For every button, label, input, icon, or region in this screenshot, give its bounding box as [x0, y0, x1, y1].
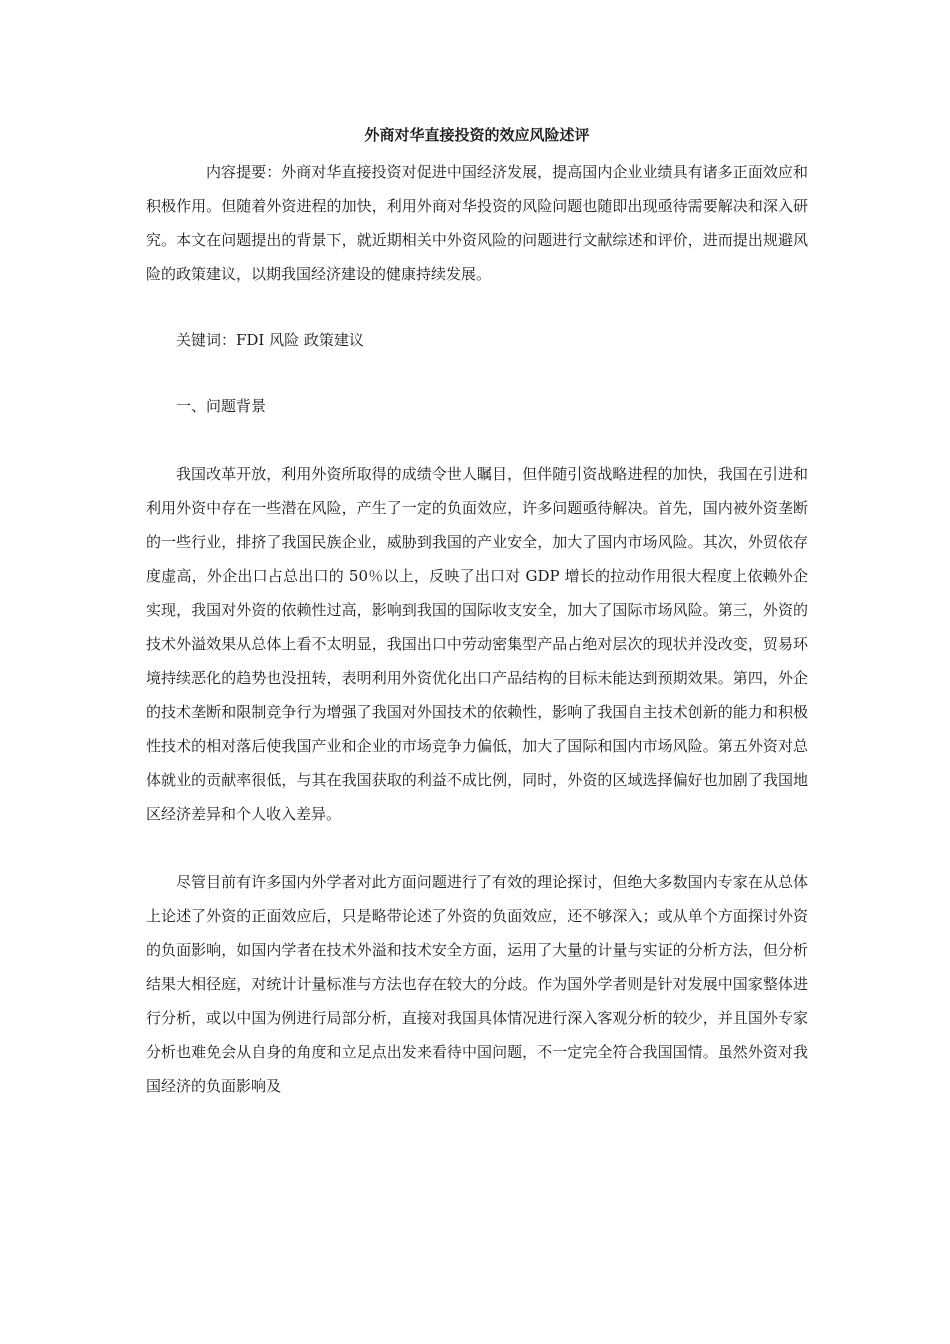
- document-page: [146, 124, 808, 1103]
- body-paragraph-2: 尽管目前有许多国内外学者对此方面问题进行了有效的理论探讨，但绝大多数国内专家在从总体上论述了外资的正面效应后，只是略带论述了外资的负面效应，还不够深入；或从单个方面探讨外资的负面影响，如国内学者在技术外溢和技术安全方面，运用了大量的计量与实证的分析方法，但分析结果大相径庭，对统计计量标准与方法也存在较大的分歧。作为国外学者则是针对发展中国家整体进行分析，或以中国为例进行局部分析，直接对我国具体情况进行深入客观分析的较少，并且国外专家分析也难免会从自身的角度和立足点出发来看待中国问题，不一定完全符合我国国情。虽然外资对我国经济的负面影响及: [146, 873, 808, 1095]
- document-title: 外商对华直接投资的效应风险述评: [364, 126, 590, 144]
- abstract-paragraph: 内容提要：外商对华直接投资对促进中国经济发展，提高国内企业业绩具有诸多正面效应和积极作用。但随着外资进程的加快，利用外商对华投资的风险问题也随即出现亟待需要解决和深入研究。本文在问题提出的背景下，就近期相关中外资风险的问题进行文献综述和评价，进而提出规避风险的政策建议，以期我国经济建设的健康持续发展。: [146, 163, 808, 283]
- keywords-line: 关键词：FDI 风险 政策建议: [176, 331, 364, 349]
- body-paragraph-1: 我国改革开放，利用外资所取得的成绩令世人瞩目，但伴随引资战略进程的加快，我国在引进和利用外资中存在一些潜在风险，产生了一定的负面效应，许多问题亟待解决。首先，国内被外资垄断的一些行业，排挤了我国民族企业，威胁到我国的产业安全，加大了国内市场风险。其次，外贸依存度虚高，外企出口占总出口的 50％以上，反映了出口对 GDP 增长的拉动作用很大程度上依赖外企实现，我国对外资的依赖性过高，影响到我国的国际收支安全，加大了国际市场风险。第三，外资的技术外溢效果从总体上看不太明显，我国出口中劳动密集型产品占绝对层次的现状并没改变，贸易环境持续恶化的趋势也没扭转，表明利用外资优化出口产品结构的目标未能达到预期效果。第四，外企的技术垄断和限制竞争行为增强了我国对外国技术的依赖性，影响了我国自主技术创新的能力和积极性技术的相对落后使我国产业和企业的市场竞争力偏低，加大了国际和国内市场风险。第五外资对总体就业的贡献率很低，与其在我国获取的利益不成比例，同时，外资的区域选择偏好也加剧了我国地区经济差异和个人收入差异。: [146, 465, 808, 823]
- section-heading: 一、问题背景: [176, 397, 267, 415]
